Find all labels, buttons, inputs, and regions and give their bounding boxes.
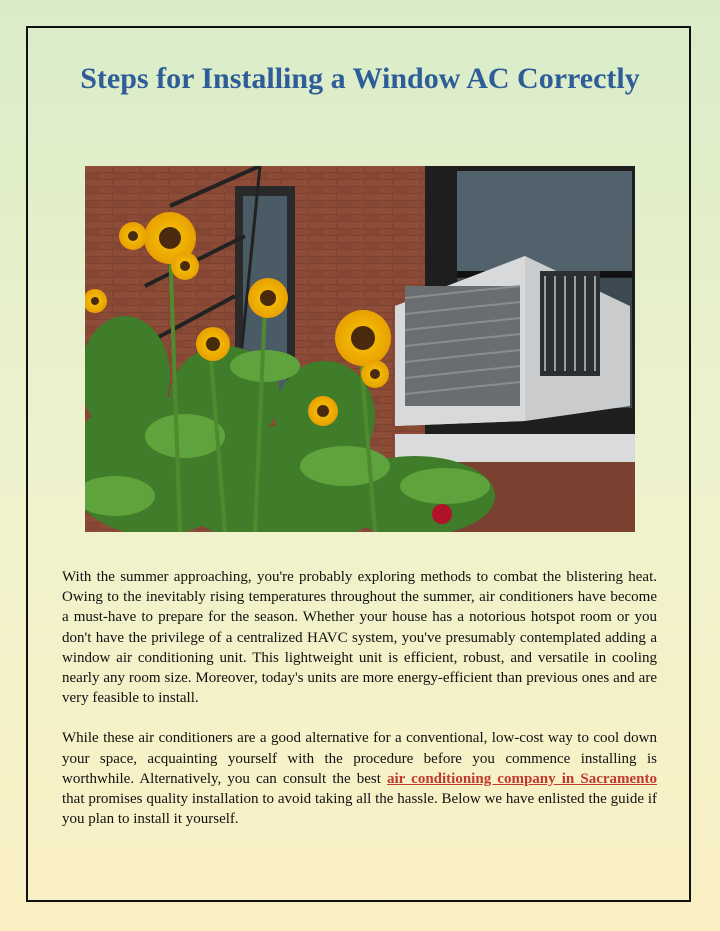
page-title: Steps for Installing a Window AC Correctly xyxy=(80,62,640,95)
paragraph-intro: With the summer approaching, you're probably exploring methods to combat the blistering heat. Owing to the inevitably rising temperatures throughout the summer, air conditioners have become a must-have to prepare for the season. Whether your house has a notorious hotspot room or you don't have the privilege of a centralized HAVC system, you've presumably contemplated adding a window air conditioning unit. This lightweight unit is efficient, robust, and versatile in cooling nearly any room size. Moreover, today's units are more energy-efficient than previous ones and are very feasible to install. xyxy=(62,569,657,707)
ac-company-link[interactable]: air conditioning company in Sacramento xyxy=(387,770,657,787)
article-body xyxy=(62,567,657,849)
paragraph-consult-after: that promises quality installation to avoid taking all the hassle. Below we have enlisted the guide if you plan to install it yourself. xyxy=(62,791,657,828)
window-ac-sunflowers-photo xyxy=(85,166,635,532)
paragraph-consult-before: While these air conditioners are a good alternative for a conventional, low-cost way to cool down your space, acquainting yourself with the procedure before you commence installing is worthwhile. Alternatively, you can consult the best xyxy=(62,730,657,787)
paragraph-consult xyxy=(62,728,657,829)
